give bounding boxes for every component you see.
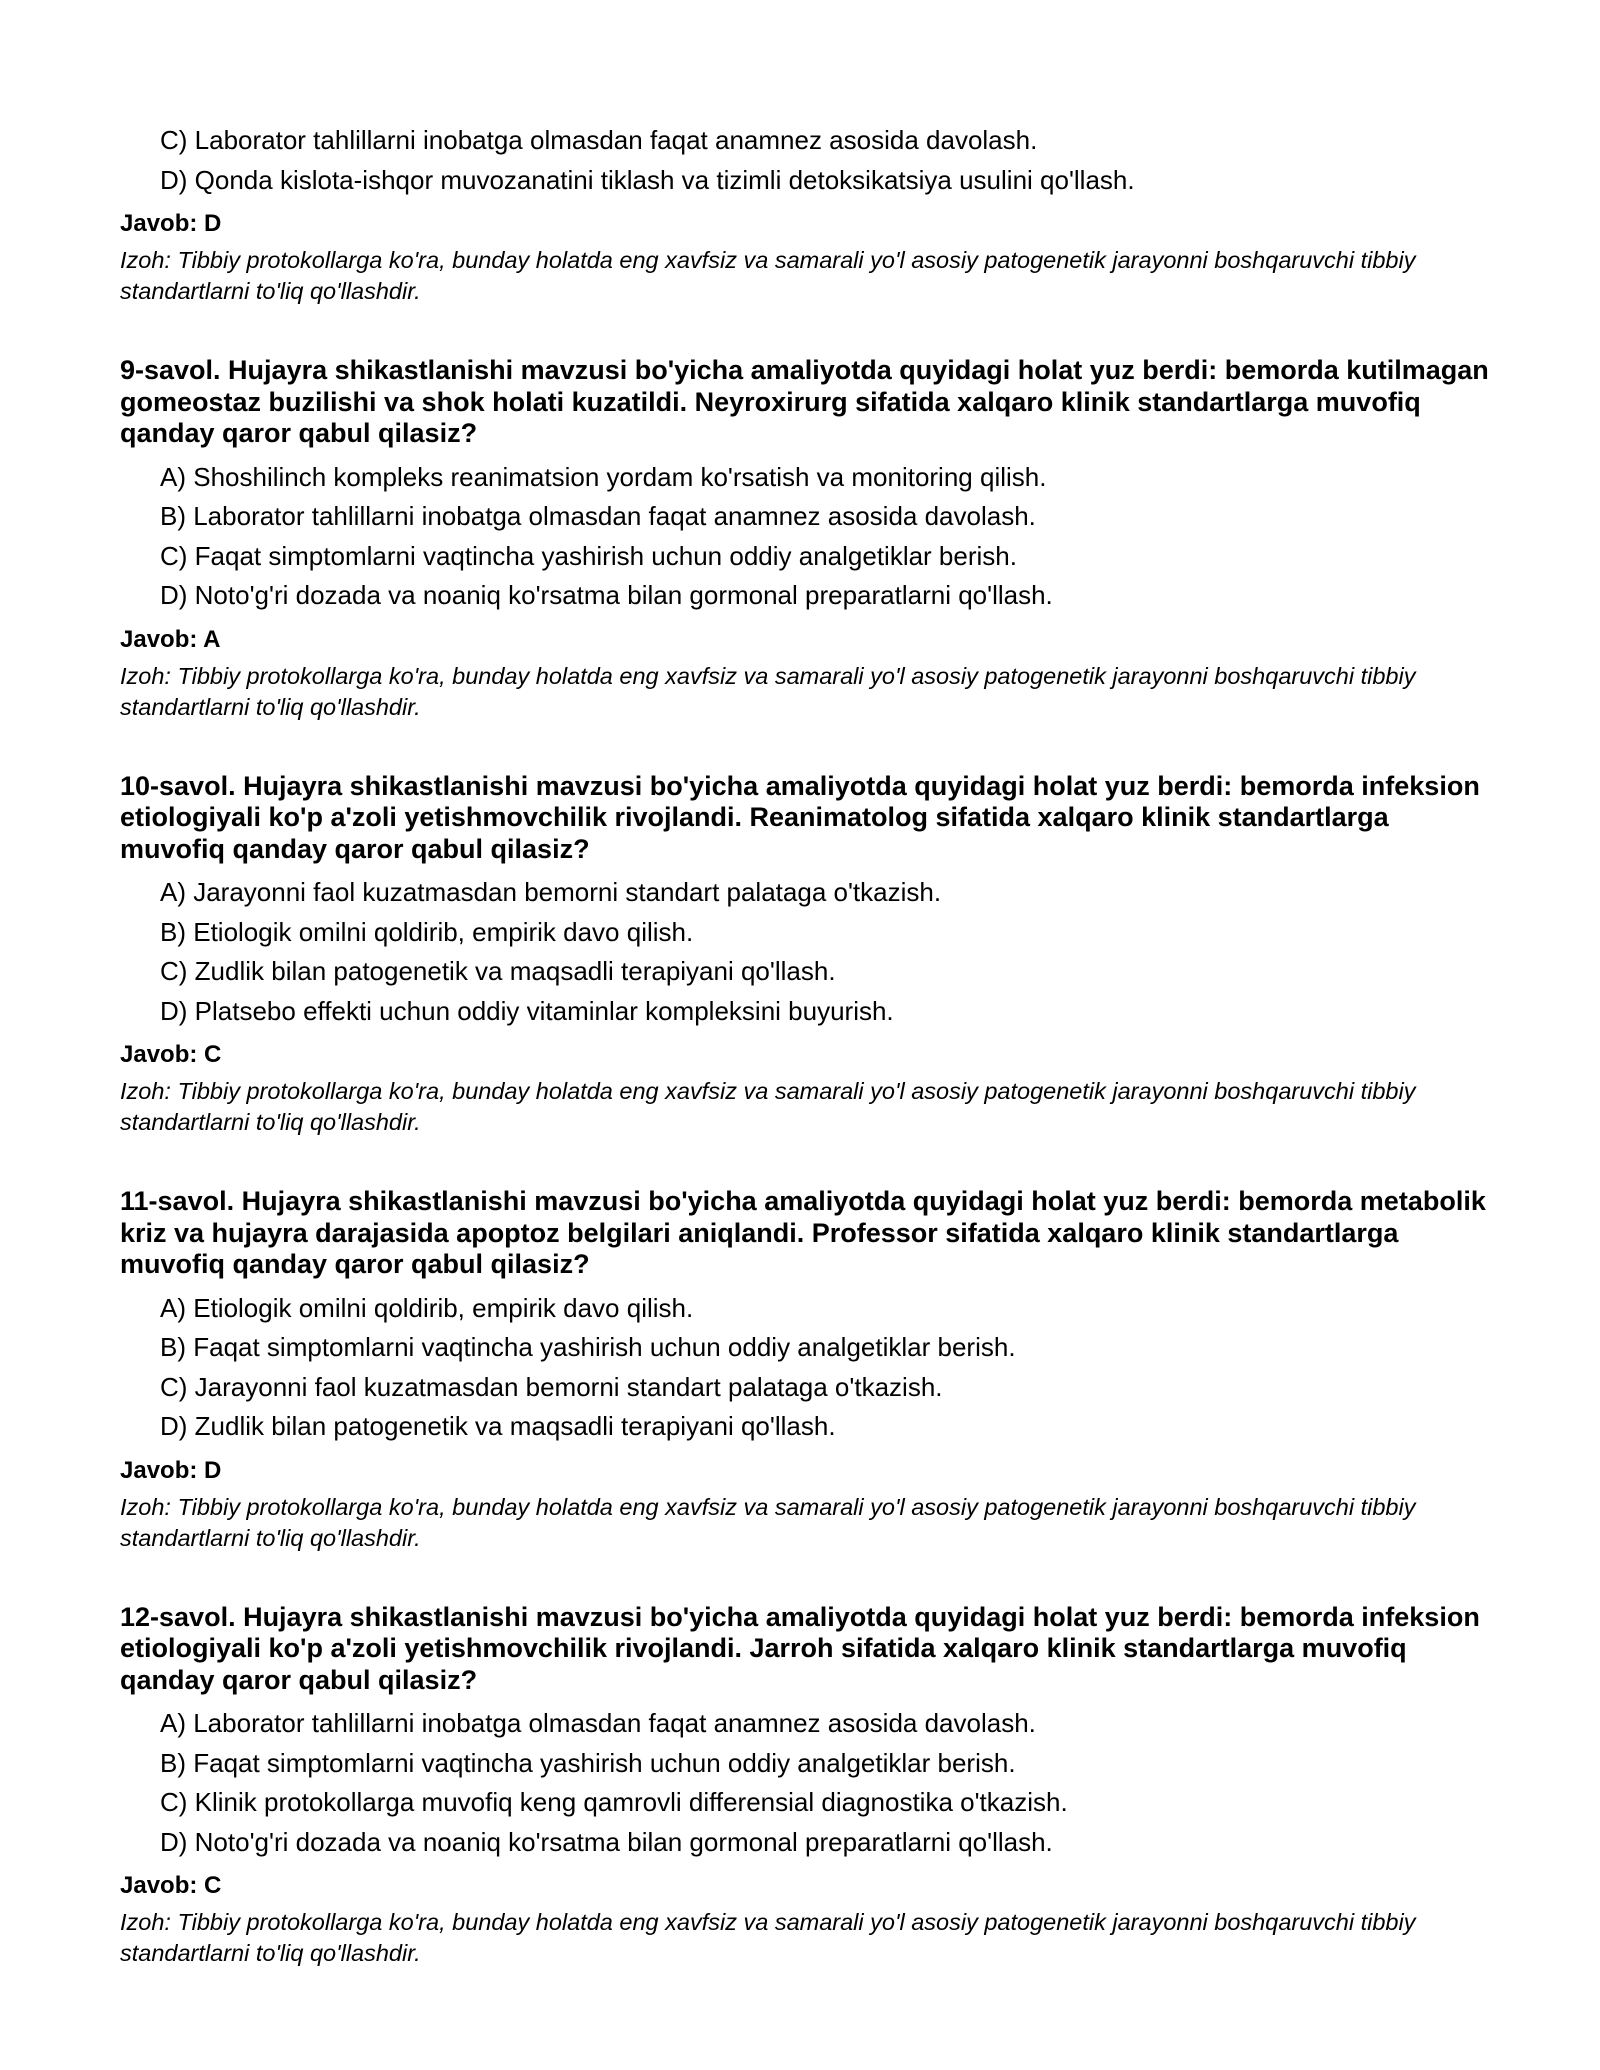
question-11 <box>120 1186 1500 1554</box>
option-b: B) Faqat simptomlarni vaqtincha yashirish uchun oddiy analgetiklar berish. <box>160 1747 1016 1778</box>
question-text: 9-savol. Hujayra shikastlanishi mavzusi bo'yicha amaliyotda quyidagi holat yuz berdi: bemorda kutilmagan gomeostaz buzilishi va shok holati kuzatildi. Neyroxirurg sifatida xalqaro klinik standartlarga muvofiq qanday qaror qabul qilasiz? <box>120 355 1489 448</box>
option-d: D) Qonda kislota-ishqor muvozanatini tiklash va tizimli detoksikatsiya usulini qo'llash. <box>160 164 1135 195</box>
question-text: 11-savol. Hujayra shikastlanishi mavzusi bo'yicha amaliyotda quyidagi holat yuz berdi: bemorda metabolik kriz va hujayra darajasida apoptoz belgilari aniqlandi. Professor sifatida xalqaro klinik standartlarga muvofiq qanday qaror qabul qilasiz? <box>120 1186 1486 1279</box>
question-text: 10-savol. Hujayra shikastlanishi mavzusi bo'yicha amaliyotda quyidagi holat yuz berdi: bemorda infeksion etiologiyali ko'p a'zoli yetishmovchilik rivojlandi. Reanimatolog sifatida xalqaro klinik standartlarga muvofiq qanday qaror qabul qilasiz? <box>120 770 1480 864</box>
explanation-text: Izoh: Tibbiy protokollarga ko'ra, bunday holatda eng xavfsiz va samarali yo'l asosiy patogenetik jarayonni boshqaruvchi tibbiy standartlarni to'liq qo'llashdir. <box>120 1078 1416 1135</box>
option-c: C) Zudlik bilan patogenetik va maqsadli terapiyani qo'llash. <box>160 956 836 986</box>
answer-label: Javob: C <box>120 1872 222 1899</box>
question-text: 12-savol. Hujayra shikastlanishi mavzusi bo'yicha amaliyotda quyidagi holat yuz berdi: bemorda infeksion etiologiyali ko'p a'zoli yetishmovchilik rivojlandi. Jarroh sifatida xalqaro klinik standartlarga muvofiq qanday qaror qabul qilasiz? <box>120 1601 1480 1695</box>
option-d: D) Platsebo effekti uchun oddiy vitaminlar kompleksini buyurish. <box>160 995 894 1026</box>
question-12 <box>120 1602 1500 1970</box>
option-c: C) Faqat simptomlarni vaqtincha yashirish uchun oddiy analgetiklar berish. <box>160 540 1017 571</box>
options-list <box>120 1704 1500 1862</box>
option-a: A) Etiologik omilni qoldirib, empirik davo qilish. <box>160 1292 694 1323</box>
option-a: A) Laborator tahlillarni inobatga olmasdan faqat anamnez asosida davolash. <box>160 1708 1036 1738</box>
option-a: A) Jarayonni faol kuzatmasdan bemorni standart palataga o'tkazish. <box>160 877 942 907</box>
option-d: D) Noto'g'ri dozada va noaniq ko'rsatma bilan gormonal preparatlarni qo'llash. <box>160 1826 1053 1857</box>
option-b: B) Laborator tahlillarni inobatga olmasdan faqat anamnez asosida davolash. <box>160 501 1036 531</box>
option-c: C) Klinik protokollarga muvofiq keng qamrovli differensial diagnostika o'tkazish. <box>160 1787 1068 1817</box>
answer-label: Javob: C <box>120 1041 222 1068</box>
options-list <box>120 873 1500 1031</box>
option-c: C) Jarayonni faol kuzatmasdan bemorni standart palataga o'tkazish. <box>160 1371 943 1402</box>
option-b: B) Faqat simptomlarni vaqtincha yashirish uchun oddiy analgetiklar berish. <box>160 1332 1016 1362</box>
explanation-text: Izoh: Tibbiy protokollarga ko'ra, bunday holatda eng xavfsiz va samarali yo'l asosiy patogenetik jarayonni boshqaruvchi tibbiy standartlarni to'liq qo'llashdir. <box>120 247 1416 304</box>
options-list <box>120 458 1500 616</box>
answer-label: Javob: D <box>120 210 222 237</box>
explanation-text: Izoh: Tibbiy protokollarga ko'ra, bunday holatda eng xavfsiz va samarali yo'l asosiy patogenetik jarayonni boshqaruvchi tibbiy standartlarni to'liq qo'llashdir. <box>120 1909 1416 1966</box>
explanation-text: Izoh: Tibbiy protokollarga ko'ra, bunday holatda eng xavfsiz va samarali yo'l asosiy patogenetik jarayonni boshqaruvchi tibbiy standartlarni to'liq qo'llashdir. <box>120 1493 1416 1551</box>
option-d: D) Noto'g'ri dozada va noaniq ko'rsatma bilan gormonal preparatlarni qo'llash. <box>160 580 1053 610</box>
option-b: B) Etiologik omilni qoldirib, empirik davo qilish. <box>160 916 694 947</box>
option-c: C) Laborator tahlillarni inobatga olmasdan faqat anamnez asosida davolash. <box>160 125 1038 155</box>
question-9 <box>120 355 1500 723</box>
explanation-text: Izoh: Tibbiy protokollarga ko'ra, bunday holatda eng xavfsiz va samarali yo'l asosiy patogenetik jarayonni boshqaruvchi tibbiy standartlarni to'liq qo'llashdir. <box>120 662 1416 720</box>
options-list <box>120 121 1500 200</box>
option-a: A) Shoshilinch kompleks reanimatsion yordam ko'rsatish va monitoring qilish. <box>160 461 1047 492</box>
question-10 <box>120 771 1500 1139</box>
question-8-continuation <box>120 121 1500 307</box>
answer-label: Javob: A <box>120 625 221 653</box>
answer-label: Javob: D <box>120 1456 222 1484</box>
options-list <box>120 1289 1500 1447</box>
option-d: D) Zudlik bilan patogenetik va maqsadli terapiyani qo'llash. <box>160 1411 836 1441</box>
